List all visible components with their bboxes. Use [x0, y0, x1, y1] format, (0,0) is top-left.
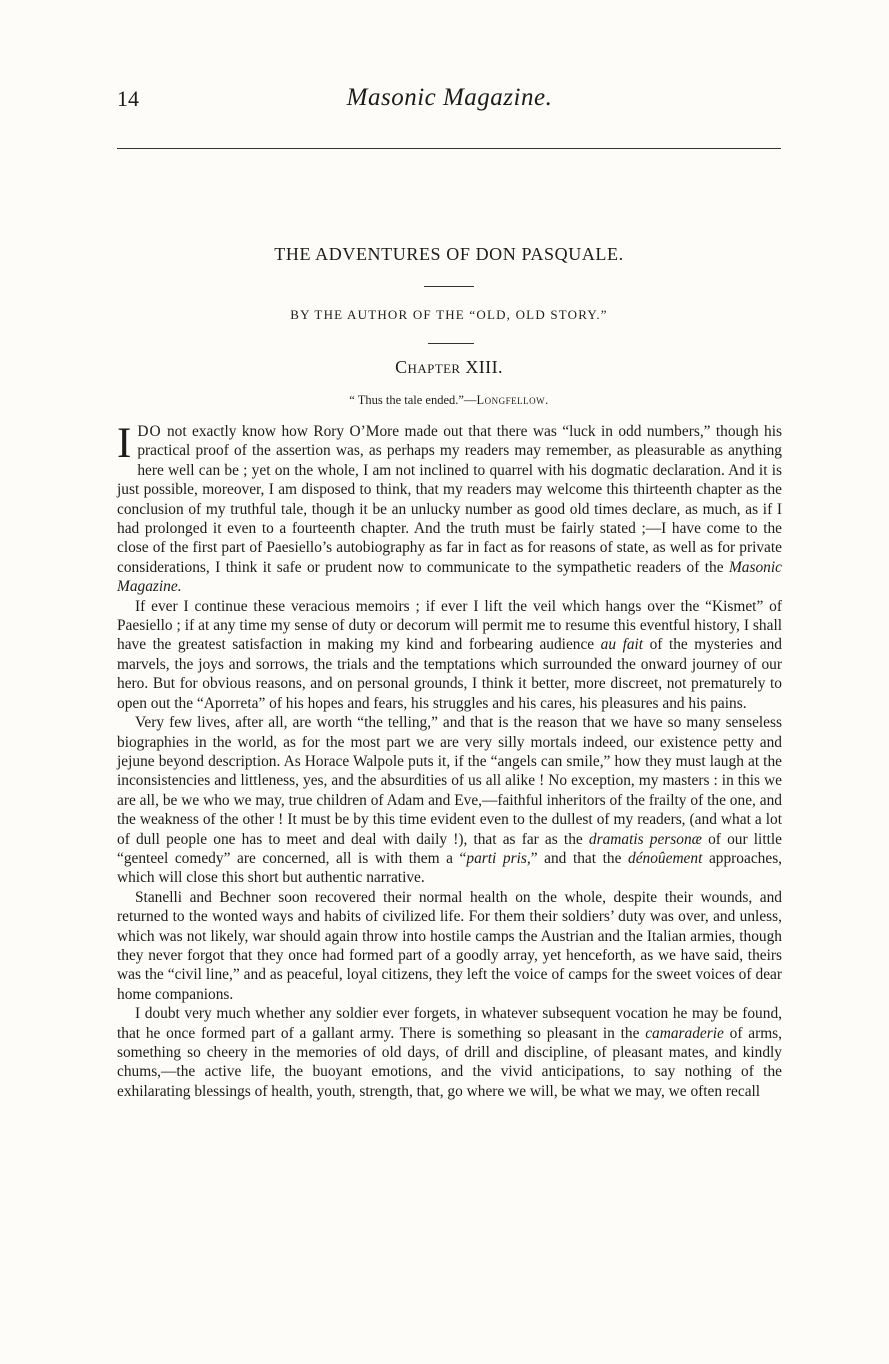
- lead-word: DO: [137, 423, 162, 440]
- running-title: Masonic Magazine.: [346, 84, 553, 111]
- drop-cap: I: [117, 420, 132, 467]
- chapter-heading: Chapter XIII.: [395, 357, 503, 377]
- paragraph-text: Stanelli and Bechner soon recovered their normal health on the whole, despite their wounds, and returned to the wonted ways and habits of civilized life. For them their soldiers’ duty was over, and unless, which was not likely, war should again throw into hostile camps the Austrian and the Italian armies, though they never forgot that they once had formed part of a goodly array, yet henceforth, as we have said, theirs was the “civil line,” and as peaceful, loyal citizens, they left the voice of camps for the sweet voices of dear home companions.: [117, 888, 782, 1003]
- paragraph-text: If ever I continue these veracious memoirs ; if ever I lift the veil which hangs over the “Kismet” of Paesiello ; if at any time my sense of duty or decorum will permit me to resume this eventful history, I shall have the greatest satisfaction in making my kind and forbearing audience: [117, 597, 782, 654]
- page-number: 14: [117, 86, 139, 111]
- header-rule: [117, 148, 781, 149]
- italic-text: dramatis personæ: [588, 830, 702, 848]
- italic-text: dénoûement: [628, 849, 703, 867]
- paragraph-text: of arms, something so cheery in the memories of old days, of drill and discipline, of pleasant mates, and kindly chums,—the active life, the buoyant emotions, and the vivid anticipations, to say nothing of the exhilarating blessings of health, youth, strength, that, go where we will, be what we may, we often recall: [117, 1024, 782, 1100]
- paragraph-3: [117, 713, 782, 888]
- article-byline: BY THE AUTHOR OF THE “OLD, OLD STORY.”: [290, 307, 608, 322]
- paragraph-4: [117, 888, 782, 1004]
- paragraph-1: [117, 422, 782, 597]
- article-title: THE ADVENTURES OF DON PASQUALE.: [274, 244, 624, 264]
- title-rule: [424, 286, 474, 287]
- italic-text: Masonic Magazine.: [117, 558, 782, 596]
- epigraph-quote: “ Thus the tale ended.”—: [349, 393, 477, 407]
- page-header: [117, 80, 782, 116]
- italic-text: parti pris,: [466, 849, 531, 867]
- paragraph-text: of our little “genteel comedy” are concerned, all is with them a “: [117, 830, 782, 867]
- paragraph-text: ” and that the: [530, 849, 628, 867]
- epigraph-source: Longfellow.: [476, 393, 549, 407]
- article-body: [117, 422, 782, 1101]
- paragraph-2: [117, 597, 782, 713]
- paragraph-text: approaches, which will close this short but authentic narrative.: [117, 849, 783, 887]
- italic-text: camaraderie: [645, 1024, 724, 1042]
- paragraph-text: Very few lives, after all, are worth “the telling,” and that is the reason that we have so many senseless biographies in the world, as for the most part we are very silly mortals indeed, our existence petty and jejune beyond description. As Horace Walpole puts it, if the “angels can smile,” how they must laugh at the inconsistencies and littleness, yes, and the absurdities of us all alike ! No exception, my masters : in this we are all, be we who we may, true children of Adam and Eve,—faithful inheritors of the frailty of the one, and the weakness of the other ! It must be by this time evident even to the dullest of my readers, (and what a lot of dull people one has to meet and deal with daily !), that as far as the: [117, 714, 782, 848]
- italic-text: au fait: [600, 636, 644, 654]
- paragraph-text: of the mysteries and marvels, the joys and sorrows, the trials and the temptations which surrounded the onward journey of our hero. But for obvious reasons, and on personal grounds, I think it better, more discreet, not prematurely to open out the “Aporreta” of his hopes and fears, his struggles and his cares, his pleasures and his pains.: [117, 636, 782, 712]
- paragraph-5: [117, 1004, 782, 1101]
- paragraph-text: not exactly know how Rory O’More made out that there was “luck in odd numbers,” though his practical proof of the assertion was, as perhaps my readers may remember, as pleasurable as anything here well can be ; yet on the whole, I am not inclined to quarrel with his dogmatic declaration. And it is just possible, moreover, I am disposed to think, that my readers may welcome this thirteenth chapter as the conclusion of my truthful tale, though it be an unlucky number as good old times declare, as much, as if I had prolonged it even to a fourteenth chapter. And the truth must be fairly stated ;—I have come to the close of the first part of Paesiello’s autobiography as far in fact as for reasons of state, as well as for private considerations, I think it safe or prudent now to communicate to the sympathetic readers of the: [117, 423, 782, 576]
- epigraph: [117, 393, 781, 408]
- paragraph-text: I doubt very much whether any soldier ever forgets, in whatever subsequent vocation he may be found, that he once formed part of a gallant army. There is something so pleasant in the: [117, 1005, 782, 1042]
- byline-rule: [428, 343, 474, 344]
